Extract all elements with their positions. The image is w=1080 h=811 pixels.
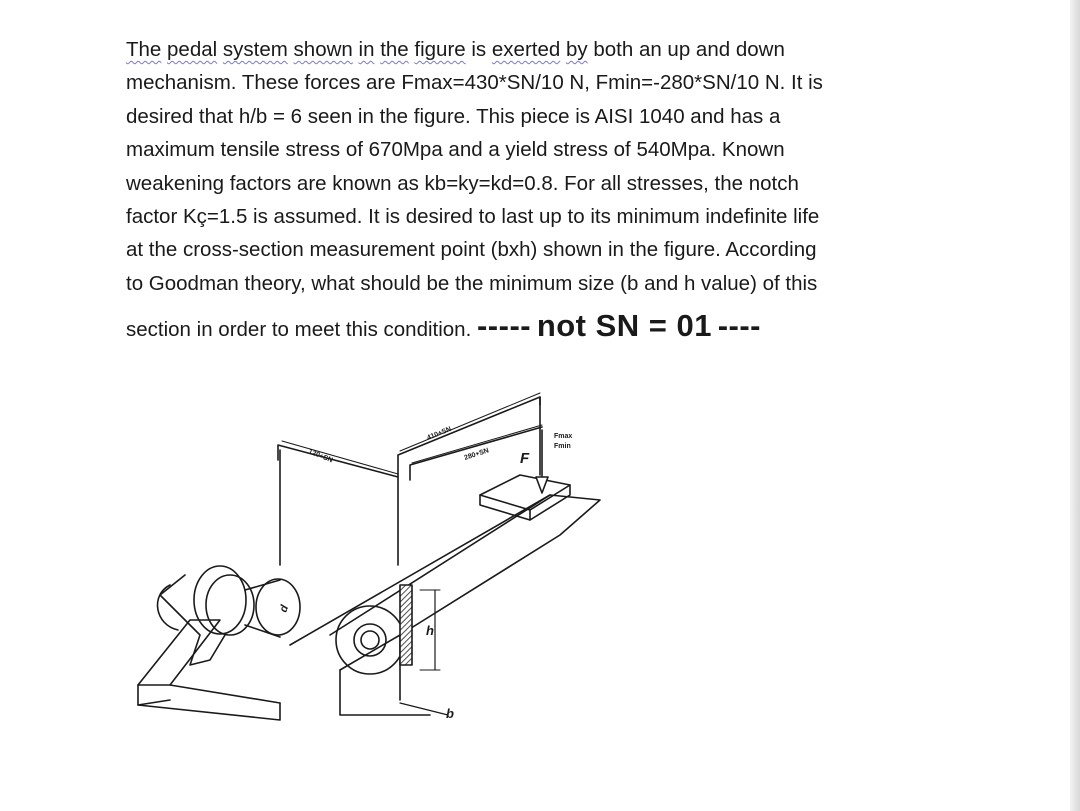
b-label: b: [446, 706, 454, 721]
cross-section-hatch: [400, 585, 412, 665]
d-label: d: [277, 603, 292, 615]
force-arrow: [536, 430, 548, 493]
b-dimension: [400, 703, 448, 715]
word: The: [126, 38, 162, 61]
problem-line-1: [126, 33, 946, 66]
dimension-lines: [278, 393, 542, 565]
dim-120-label: 120+SN: [307, 448, 334, 465]
lever-arm: [290, 495, 600, 715]
word: exerted: [491, 38, 561, 61]
problem-line: desired that h/b = 6 seen in the figure. This piece is AISI 1040 and has a: [126, 104, 781, 128]
closing-text: section in order to meet this condition.: [126, 318, 472, 341]
fmin-label: Fmin: [554, 443, 571, 450]
base-plate: [138, 620, 280, 720]
word: system: [222, 38, 288, 61]
word: the: [380, 38, 409, 61]
pedal-system-figure: [130, 385, 610, 725]
page-edge-shadow: [1070, 0, 1080, 811]
word: in: [358, 38, 375, 61]
dim-410-label: 410+SN: [426, 425, 453, 442]
word: by: [565, 38, 588, 61]
word: pedal: [167, 38, 218, 61]
problem-statement: [126, 33, 946, 300]
pedal-pad: [480, 475, 570, 520]
dim-280-label: 280+SN: [463, 447, 490, 462]
h-label: h: [426, 623, 434, 638]
word-group: both an up and down: [593, 38, 785, 61]
force-label: F: [520, 450, 530, 467]
problem-line: factor Kç=1.5 is assumed. It is desired to last up to its minimum indefinite life: [126, 205, 820, 229]
word: is: [471, 38, 487, 61]
problem-line: maximum tensile stress of 670Mpa and a yield stress of 540Mpa. Known: [126, 138, 785, 162]
word: shown: [293, 38, 353, 61]
problem-line: weakening factors are known as kb=ky=kd=0.8. For all stresses, the notch: [126, 171, 799, 195]
sn-dashes-right: ----: [717, 308, 761, 343]
word: figure: [414, 38, 466, 61]
sn-note: not SN = 01: [536, 308, 712, 343]
problem-line: at the cross-section measurement point (bxh) shown in the figure. According: [126, 238, 817, 262]
closing-line: [126, 308, 946, 344]
problem-line: mechanism. These forces are Fmax=430*SN/10 N, Fmin=-280*SN/10 N. It is: [126, 71, 823, 95]
fmax-label: Fmax: [554, 433, 573, 440]
pivot-bracket: [158, 566, 300, 665]
problem-line: to Goodman theory, what should be the minimum size (b and h value) of this: [126, 271, 818, 295]
sn-dashes-left: -----: [476, 308, 532, 343]
